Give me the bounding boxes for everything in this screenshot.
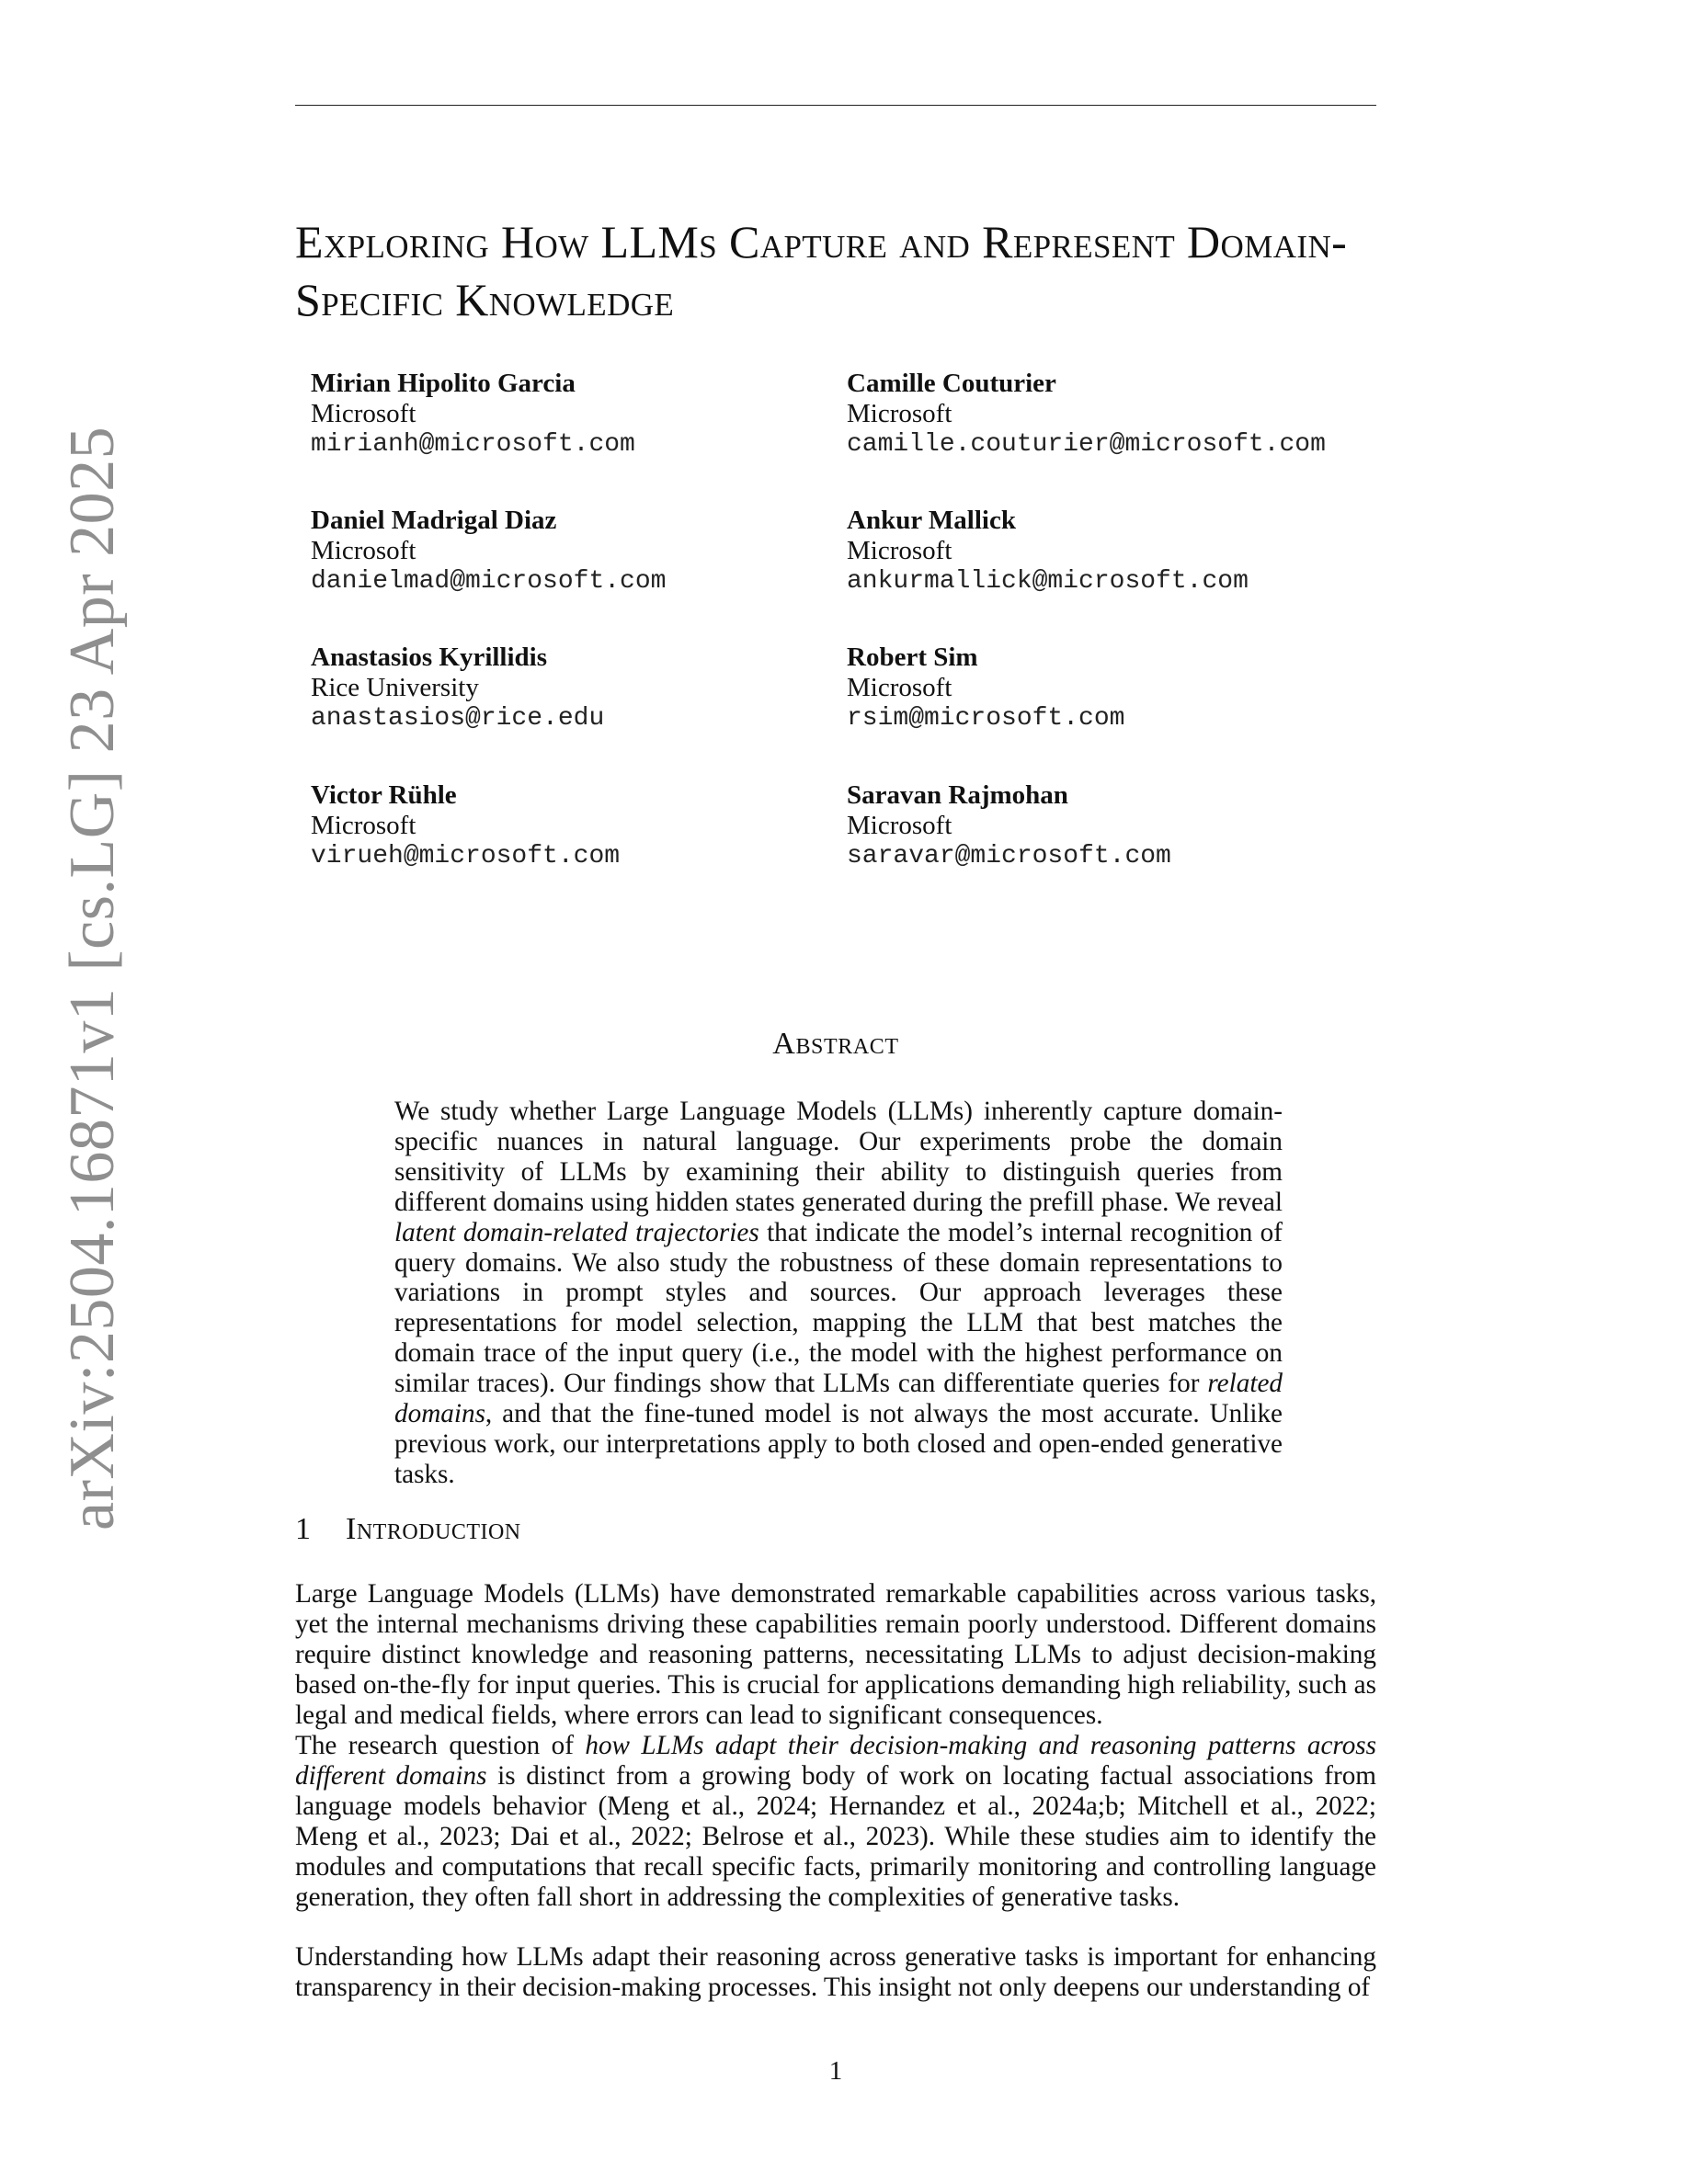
paragraph-emphasis: how LLMs adapt their decision-making and reasoning patterns across different domains — [295, 1731, 1376, 1791]
abstract-text-part: , and that the fine-tuned model is not always the most accurate. Unlike previous work, our interpretations apply to both closed and open-ended generative tasks. — [394, 1399, 1283, 1489]
paragraph-text-part: The research question of — [295, 1731, 586, 1760]
author-block — [847, 506, 1362, 597]
top-rule — [295, 105, 1376, 106]
author-affiliation: Microsoft — [311, 811, 416, 840]
author-block — [847, 643, 1362, 734]
intro-paragraph: Large Language Models (LLMs) have demonstrated remarkable capabilities across various tasks, yet the internal mechanisms driving these capabilities remain poorly understood. Different domains require distinct knowledge and reasoning patterns, necessitating LLMs to adjust decision-making based on-the-fly for input queries. This is crucial for applications demanding high reliability, such as legal and medical fields, where errors can lead to significant consequences. — [295, 1579, 1376, 1730]
author-email: anastasios@rice.edu — [311, 704, 605, 733]
author-affiliation: Microsoft — [847, 673, 952, 702]
paper-title: Exploring How LLMs Capture and Represent Domain-Specific Knowledge — [295, 216, 1348, 325]
abstract-text-part: We study whether Large Language Models (LLMs) inherently capture domain-specific nuances in natural language. Our experiments probe the domain sensitivity of LLMs by examining their ability to distinguish queries from different domains using hidden states generated during the prefill phase. We reveal — [394, 1097, 1283, 1217]
author-email: ankurmallick@microsoft.com — [847, 567, 1249, 596]
author-affiliation: Microsoft — [311, 536, 416, 565]
author-affiliation: Rice University — [311, 673, 479, 702]
abstract-text-part: that indicate the model’s internal recognition of query domains. We also study the robustness of these domain representations to variations in prompt styles and sources. Our approach leverages these representations for model selection, mapping the LLM that best matches the domain trace of the input query (i.e., the model with the highest performance on similar traces). Our findings show that LLMs can differentiate queries for — [394, 1217, 1283, 1399]
author-affiliation: Microsoft — [311, 399, 416, 428]
author-affiliation: Microsoft — [847, 399, 952, 428]
author-block — [311, 643, 826, 734]
author-name: Victor Rühle — [311, 780, 457, 810]
author-block — [311, 506, 826, 597]
author-block — [847, 369, 1362, 461]
author-email: mirianh@microsoft.com — [311, 430, 635, 459]
author-block — [311, 780, 826, 872]
author-affiliation: Microsoft — [847, 811, 952, 840]
abstract-emphasis: related domains — [394, 1369, 1283, 1429]
section-title: Introduction — [346, 1512, 521, 1546]
arxiv-side-stamp: arXiv:2504.16871v1 [cs.LG] 23 Apr 2025 — [57, 426, 128, 1530]
paragraph-text-part: is distinct from a growing body of work on locating factual associations from language models behavior (Meng et al., 2024; Hernandez et al., 2024a;b; Mitchell et al., 2022; Meng et al., 2023; Dai et al., 2022; Belrose et al., 2023). While these studies aim to identify the modules and computations that recall specific facts, primarily monitoring and controlling language generation, they often fall short in addressing the complexities of generative tasks. — [295, 1761, 1376, 1912]
author-name: Camille Couturier — [847, 369, 1056, 398]
author-name: Robert Sim — [847, 643, 978, 672]
author-email: camille.couturier@microsoft.com — [847, 430, 1326, 459]
intro-paragraph — [295, 1731, 1376, 1913]
author-block — [847, 780, 1362, 872]
abstract-emphasis: latent domain-related trajectories — [394, 1217, 759, 1247]
author-name: Daniel Madrigal Diaz — [311, 506, 557, 535]
author-block — [311, 369, 826, 461]
author-email: rsim@microsoft.com — [847, 704, 1125, 733]
author-email: saravar@microsoft.com — [847, 842, 1171, 870]
author-email: danielmad@microsoft.com — [311, 567, 667, 596]
abstract-text — [394, 1097, 1283, 1490]
section-number: 1 — [295, 1512, 312, 1546]
intro-paragraph: Understanding how LLMs adapt their reasoning across generative tasks is important for enhancing transparency in their decision-making processes. This insight not only deepens our understanding of — [295, 1942, 1376, 2002]
author-name: Saravan Rajmohan — [847, 780, 1068, 810]
page-number: 1 — [828, 2056, 843, 2086]
author-name: Mirian Hipolito Garcia — [311, 369, 576, 398]
author-email: virueh@microsoft.com — [311, 842, 621, 870]
author-affiliation: Microsoft — [847, 536, 952, 565]
section-heading-introduction — [295, 1512, 521, 1547]
author-name: Anastasios Kyrillidis — [311, 643, 548, 672]
abstract-heading: Abstract — [772, 1027, 899, 1061]
author-name: Ankur Mallick — [847, 506, 1016, 535]
